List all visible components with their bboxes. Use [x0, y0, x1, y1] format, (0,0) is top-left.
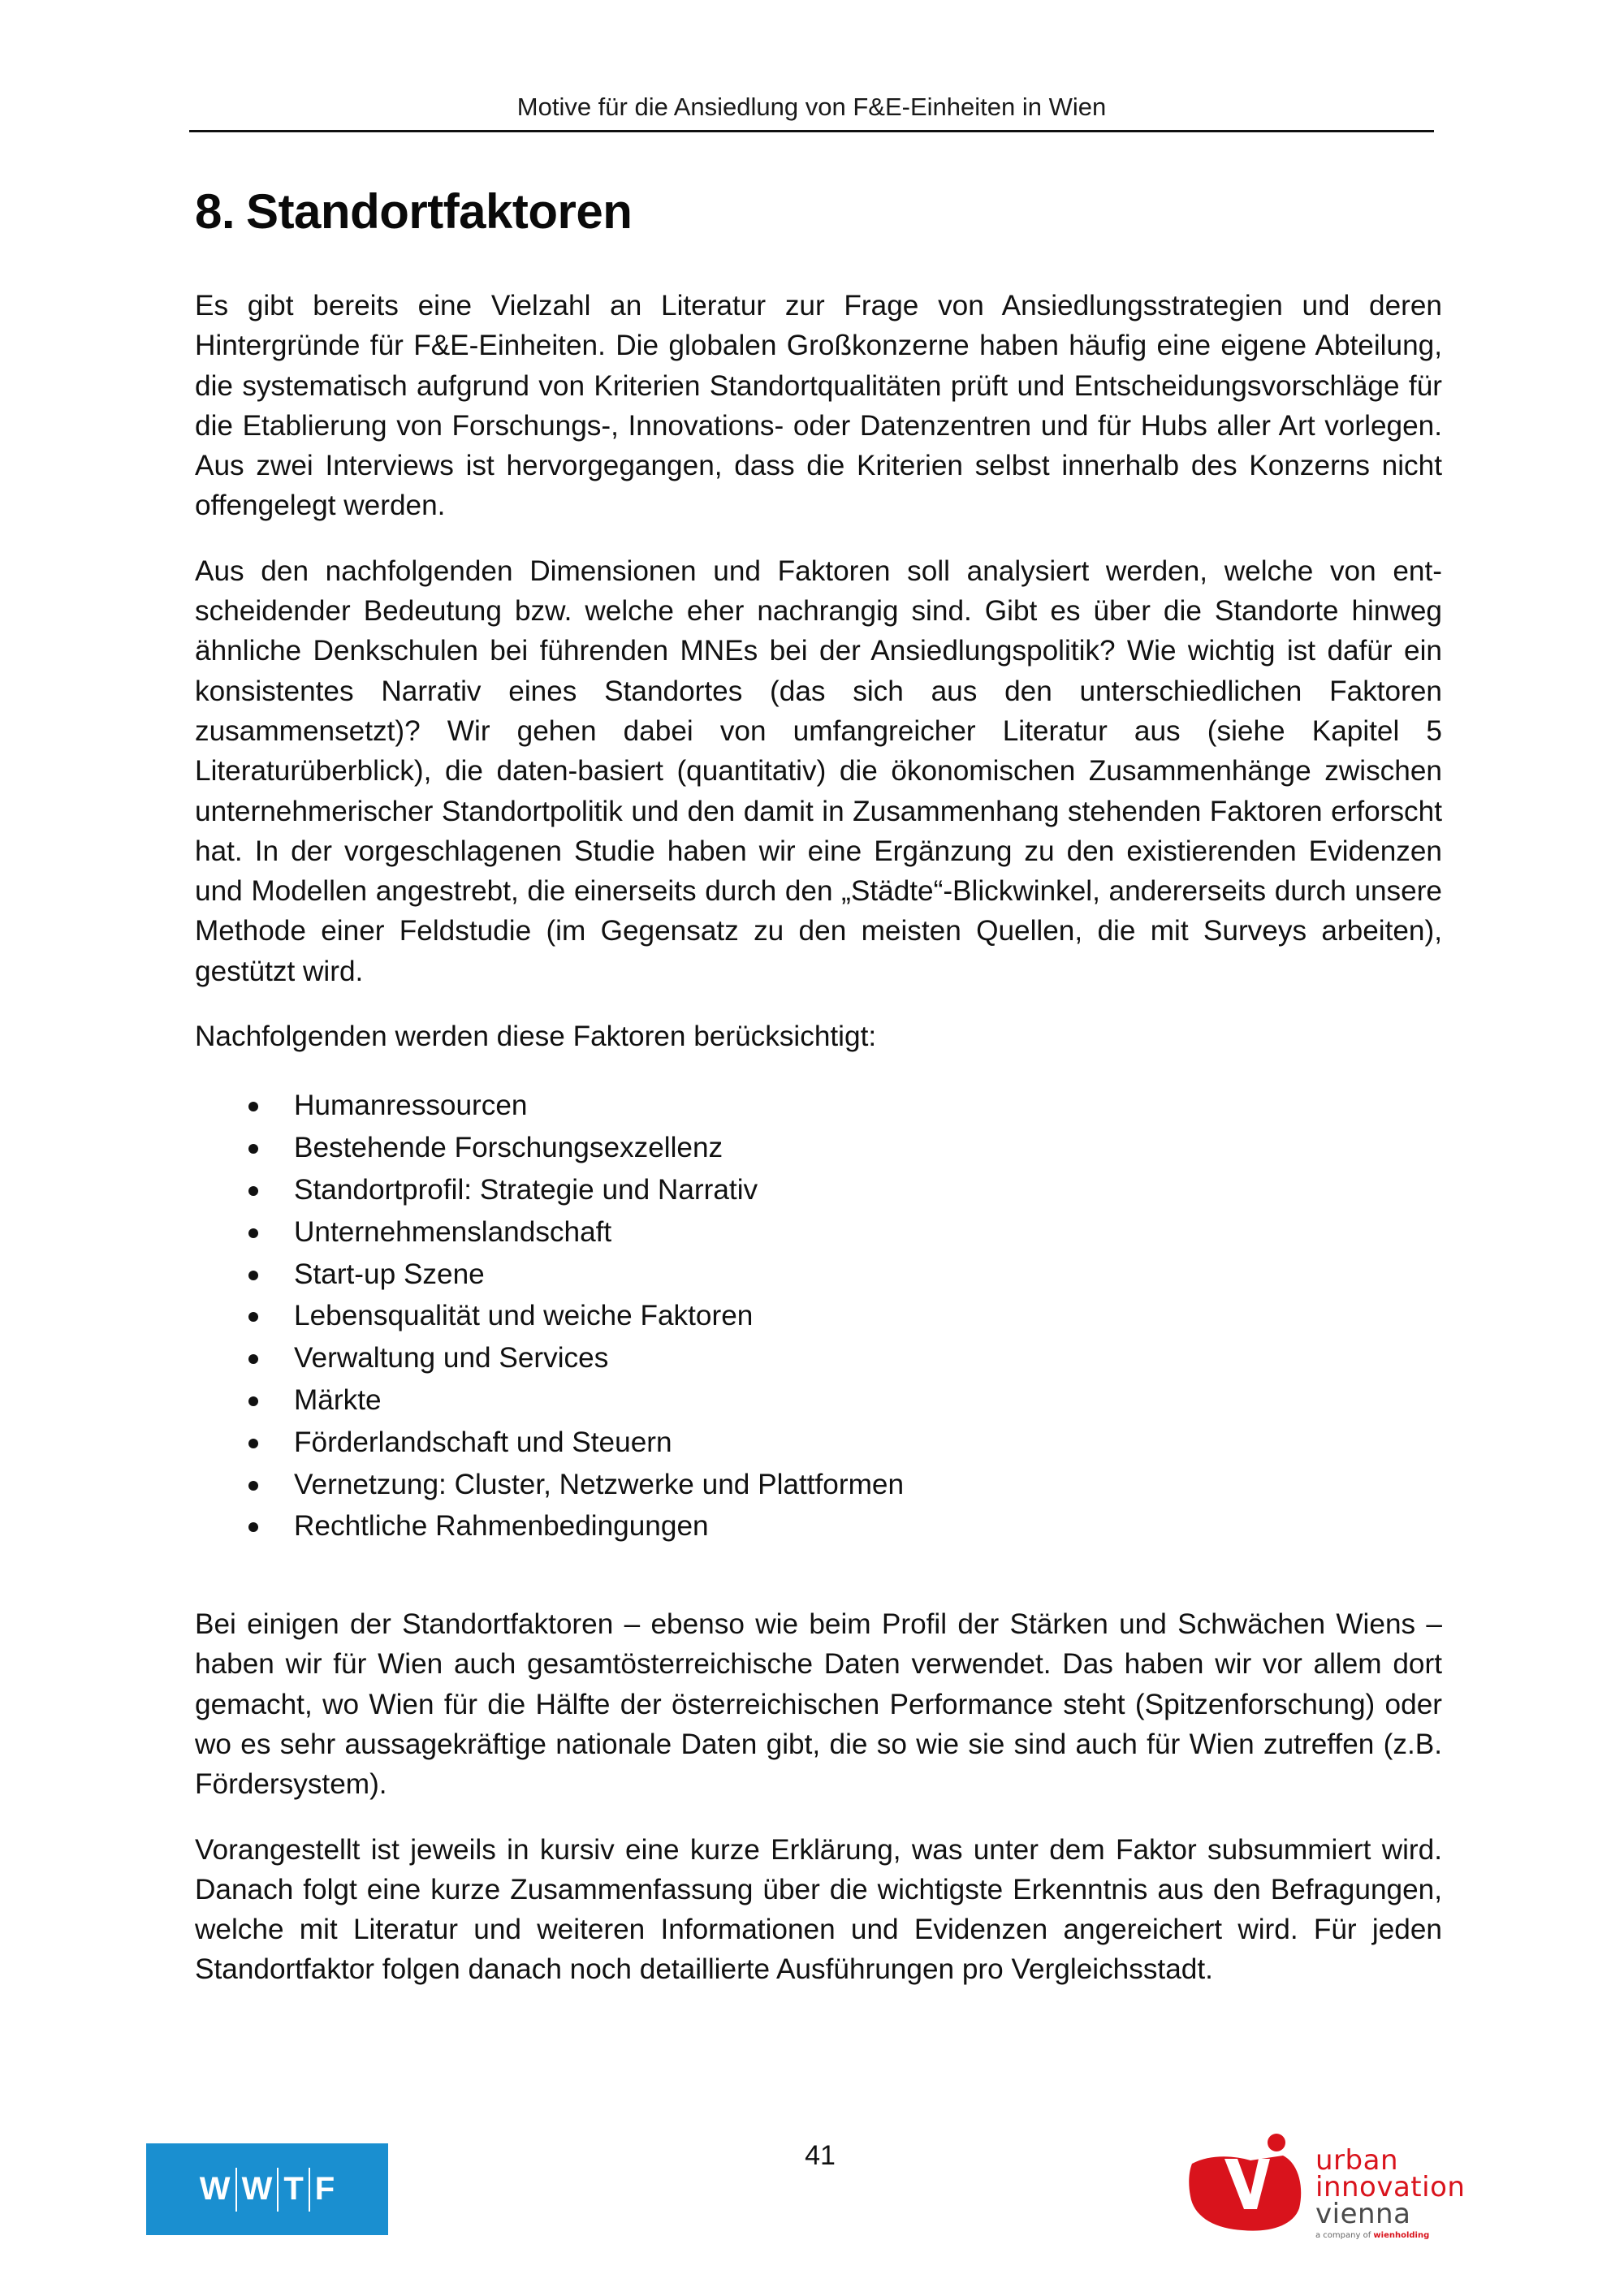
- uiv-wordmark: [1315, 2144, 1466, 2242]
- bullet-icon: [248, 1271, 258, 1280]
- page-number: 41: [805, 2140, 836, 2171]
- running-header: Motive für die Ansiedlung von F&E-Einheiten in Wien: [516, 93, 1107, 121]
- list-item: [195, 1295, 1442, 1337]
- list-item: [195, 1254, 1442, 1296]
- factor-list: [195, 1085, 1442, 1547]
- uiv-emblem-icon: [1186, 2131, 1307, 2237]
- list-item-label: Märkte: [294, 1383, 382, 1416]
- urban-innovation-vienna-logo: [1186, 2131, 1478, 2253]
- uiv-line-innovation: innovation: [1315, 2171, 1466, 2203]
- uiv-tagline-prefix: a company of: [1315, 2231, 1371, 2240]
- list-item: [195, 1085, 1442, 1127]
- list-item-label: Bestehende Forschungsexzellenz: [294, 1132, 723, 1164]
- chapter-title-text: Standortfaktoren: [246, 184, 633, 239]
- chapter-number: 8.: [195, 184, 235, 239]
- bullet-icon: [248, 1102, 258, 1111]
- body-text: [195, 286, 1442, 1990]
- bullet-icon: [248, 1186, 258, 1196]
- bullet-icon: [248, 1228, 258, 1238]
- bullet-icon: [248, 1312, 258, 1322]
- paragraph-list-intro: Nachfolgenden werden diese Faktoren berücksichtigt:: [195, 1021, 877, 1053]
- bullet-icon: [248, 1481, 258, 1491]
- list-item: [195, 1464, 1442, 1506]
- logo-letter: W: [199, 2171, 231, 2207]
- list-item-label: Start-up Szene: [294, 1258, 485, 1290]
- list-item-label: Vernetzung: Cluster, Netzwerke und Plattformen: [294, 1468, 905, 1500]
- logo-divider: [309, 2168, 310, 2212]
- logo-letter: T: [283, 2171, 304, 2207]
- bullet-icon: [248, 1354, 258, 1364]
- paragraph: Vorangestellt ist jeweils in kursiv eine kurze Erklärung, was unter dem Faktor subsummiert wird. Danach folgt eine kurze Zusammenfassung über die wichtigste Erkenntnis aus den Befragungen, welche mit Literatur und weiteren Informationen und Evidenzen angereichert wird. Für jeden Standortfaktor folgen danach noch detaillierte Ausführungen pro Vergleichsstadt.: [195, 1833, 1442, 1986]
- logo-divider: [235, 2168, 237, 2212]
- uiv-tagline: [1315, 2229, 1465, 2242]
- wwtf-logo: [146, 2143, 388, 2235]
- uiv-tagline-holding: wienholding: [1373, 2231, 1430, 2240]
- chapter-title: [195, 183, 632, 240]
- list-item-label: Lebensqualität und weiche Faktoren: [294, 1300, 754, 1332]
- list-item: [195, 1379, 1442, 1422]
- list-item: [195, 1127, 1442, 1169]
- uiv-line-urban: urban: [1315, 2144, 1398, 2177]
- header-rule: [189, 130, 1434, 132]
- list-item: [195, 1169, 1442, 1211]
- list-item-label: Rechtliche Rahmenbedingungen: [294, 1510, 709, 1543]
- logo-letter: W: [241, 2171, 273, 2207]
- list-item-label: Standortprofil: Strategie und Narrativ: [294, 1173, 758, 1206]
- list-item: [195, 1337, 1442, 1379]
- bullet-icon: [248, 1144, 258, 1154]
- wwtf-logo-letters: [200, 2168, 335, 2212]
- paragraph: Bei einigen der Standortfaktoren – ebenso wie beim Profil der Stärken und Schwächen Wiens – haben wir für Wien auch gesamtösterreichische Daten verwendet. Das haben wir vor allem dort gemacht, wo Wien für die Hälfte der österreichischen Performance steht (Spitzenforschung) oder wo es sehr aussagekräftige nationale Daten gibt, die so wie sie sind auch für Wien zutreffen (z.B. Fördersystem).: [195, 1608, 1442, 1801]
- list-item: [195, 1422, 1442, 1464]
- list-item: [195, 1211, 1442, 1254]
- paragraph: Aus den nachfolgenden Dimensionen und Faktoren soll analysiert werden, welche von entscheidender Bedeutung bzw. welche eher nachrangig sind. Gibt es über die Standorte hinweg ähnliche Denkschulen bei führenden MNEs bei der Ansiedlungspolitik? Wie wichtig ist dafür ein konsistentes Narrativ eines Standortes (das sich aus den unterschiedlichen Faktoren zusammensetzt)? Wir gehen dabei von umfangreicher Literatur aus (siehe Kapitel 5 Literaturüberblick), die daten-basiert (quantitativ) die ökonomischen Zusammenhänge zwischen unternehmerischer Standortpolitik und den damit in Zusammenhang stehenden Faktoren erforscht hat. In der vorgeschlagenen Studie haben wir eine Ergänzung zu den existierenden Evidenzen und Modellen angestrebt, die einerseits durch den „Städte“-Blickwinkel, andererseits durch unsere Methode einer Feldstudie (im Gegensatz zu den meisten Quellen, die mit Surveys arbeiten), gestützt wird.: [195, 555, 1442, 987]
- list-item-label: Verwaltung und Services: [294, 1342, 609, 1375]
- bullet-icon: [248, 1522, 258, 1532]
- list-item: [195, 1505, 1442, 1547]
- bullet-icon: [248, 1439, 258, 1448]
- list-item-label: Humanressourcen: [294, 1090, 528, 1122]
- paragraph: Es gibt bereits eine Vielzahl an Literatur zur Frage von Ansiedlungsstrategien und deren Hintergründe für F&E-Einheiten. Die globalen Großkonzerne haben häufig eine eigene Abteilung, die systematisch aufgrund von Kriterien Standortqualitäten prüft und Entscheidungsvorschläge für die Etablierung von Forschungs-, Innovations- oder Datenzentren und für Hubs aller Art vorlegen. Aus zwei Interviews ist hervorgegangen, dass die Kriterien selbst innerhalb des Konzerns nicht offengelegt werden.: [195, 290, 1442, 522]
- logo-letter: F: [314, 2171, 335, 2207]
- list-item-label: Förderlandschaft und Steuern: [294, 1426, 672, 1458]
- logo-divider: [277, 2168, 279, 2212]
- uiv-line-vienna: vienna: [1315, 2198, 1411, 2230]
- bullet-icon: [248, 1396, 258, 1406]
- list-item-label: Unternehmenslandschaft: [294, 1215, 612, 1248]
